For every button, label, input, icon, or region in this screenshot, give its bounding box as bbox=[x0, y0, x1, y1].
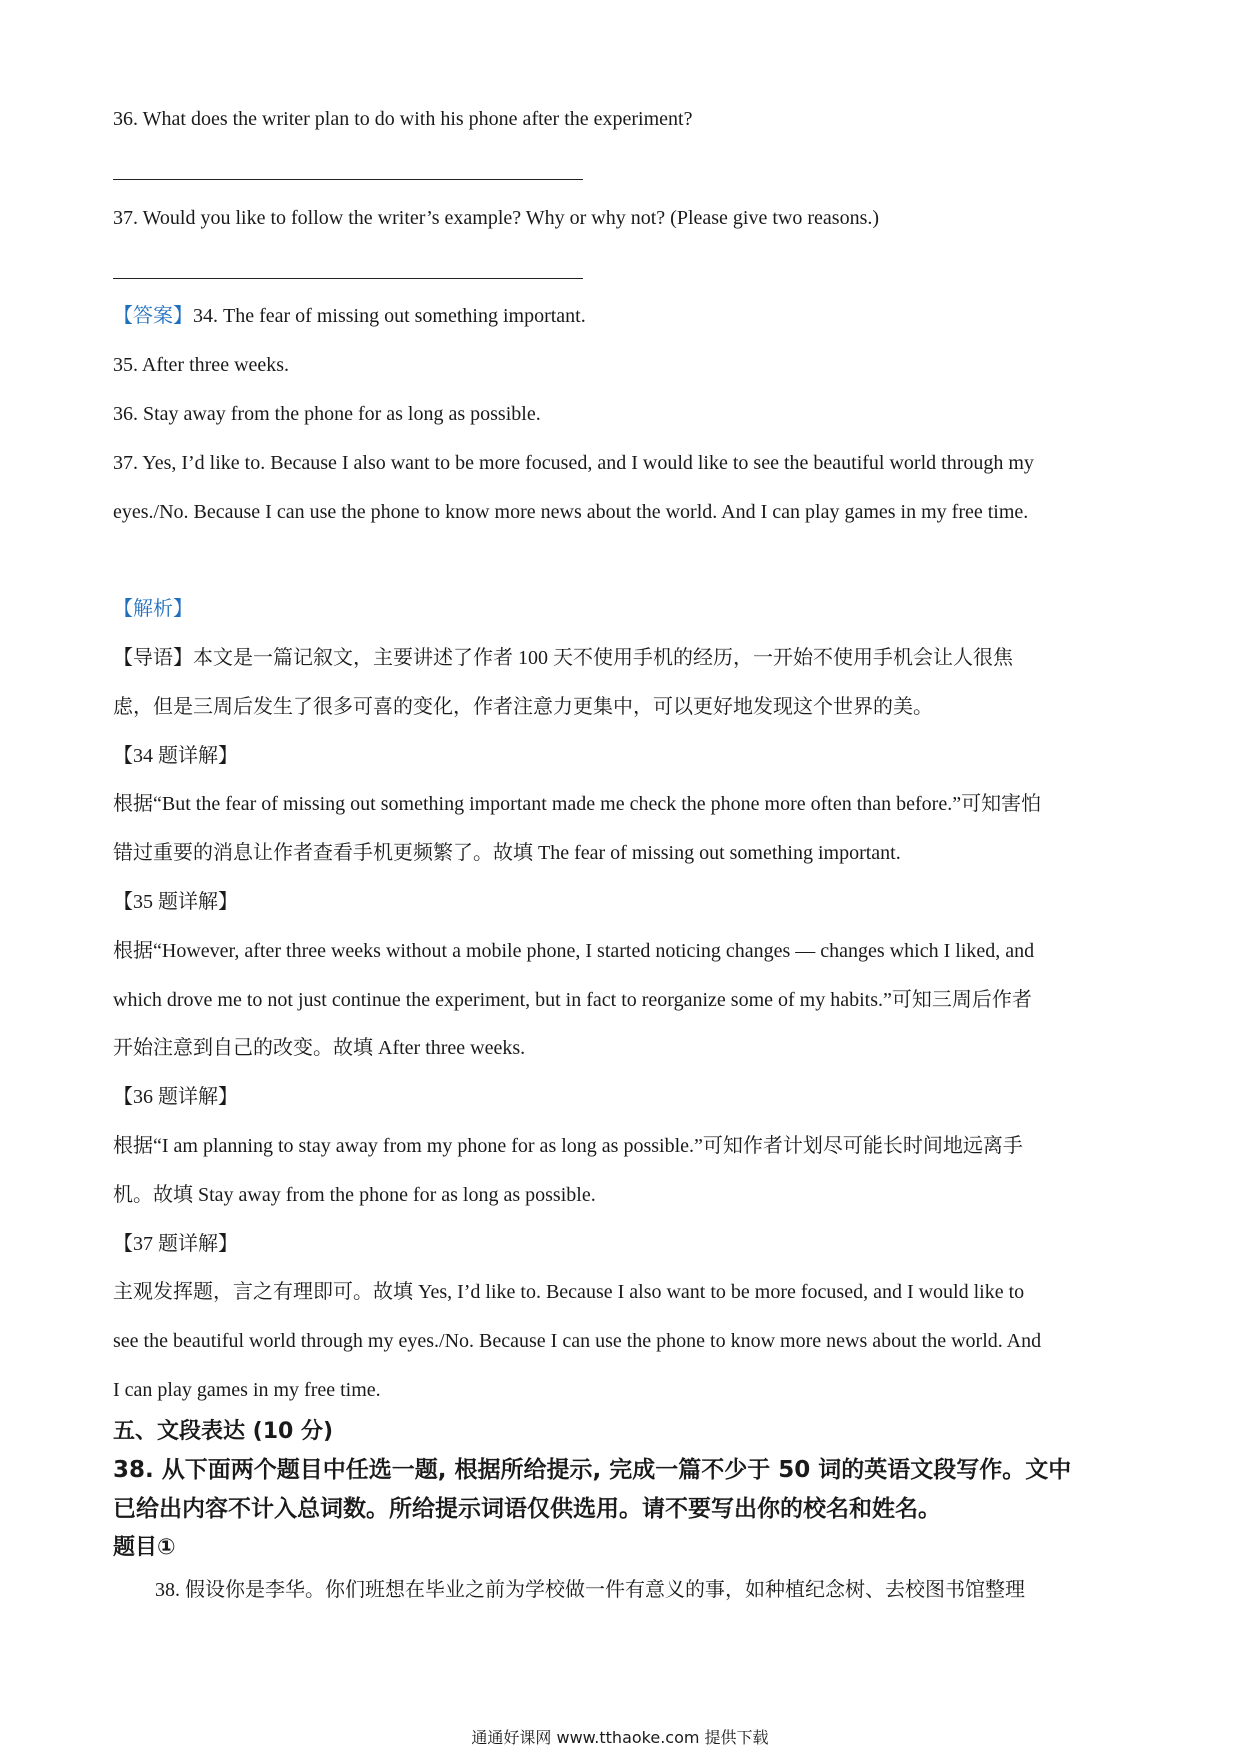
detail-36-line-2: 机。故填 Stay away from the phone for as long as possible. bbox=[113, 1184, 596, 1206]
topic-1-line-1: 38. 假设你是李华。你们班想在毕业之前为学校做一件有意义的事，如种植纪念树、去校图书馆整理 bbox=[155, 1579, 1025, 1601]
detail-37-line-3: I can play games in my free time. bbox=[113, 1379, 381, 1401]
detail-37-line-2: see the beautiful world through my eyes./No. Because I can use the phone to know more news about the world. And bbox=[113, 1330, 1042, 1352]
detail-34-line-1: 根据“But the fear of missing out something important made me check the phone more often than before.”可知害怕 bbox=[113, 793, 1042, 815]
answer-37-line-1: 37. Yes, I’d like to. Because I also want to be more focused, and I would like to see the beautiful world through my bbox=[113, 452, 1034, 474]
section-5-title: 五、文段表达 (10 分) bbox=[113, 1419, 334, 1444]
question-36: 36. What does the writer plan to do with his phone after the experiment? bbox=[113, 108, 693, 130]
intro-text-1: 本文是一篇记叙文，主要讲述了作者 100 天不使用手机的经历，一开始不使用手机会让人很焦 bbox=[193, 647, 1013, 669]
detail-35-line-3: 开始注意到自己的改变。故填 After three weeks. bbox=[113, 1037, 526, 1059]
detail-35-line-2: which drove me to not just continue the experiment, but in fact to reorganize some of my habits.”可知三周后作者 bbox=[113, 989, 1032, 1011]
detail-35-line-1: 根据“However, after three weeks without a mobile phone, I started noticing changes — changes which I liked, and bbox=[113, 940, 1035, 962]
analysis-tag: 【解析】 bbox=[113, 598, 193, 620]
answer-tag: 【答案】 bbox=[113, 305, 193, 327]
answer-37-line-2: eyes./No. Because I can use the phone to know more news about the world. And I can play games in my free time. bbox=[113, 501, 1029, 523]
answer-blank-36[interactable] bbox=[113, 179, 583, 180]
detail-37-label: 【37 题详解】 bbox=[113, 1233, 238, 1255]
section-5-instruction-2: 已给出内容不计入总词数。所给提示词语仅供选用。请不要写出你的校名和姓名。 bbox=[113, 1496, 941, 1522]
answer-34: 34. The fear of missing out something important. bbox=[193, 305, 586, 327]
answer-blank-37[interactable] bbox=[113, 278, 583, 279]
question-37: 37. Would you like to follow the writer’s example? Why or why not? (Please give two reasons.) bbox=[113, 207, 880, 229]
intro-line-1 bbox=[113, 645, 1013, 671]
answer-36: 36. Stay away from the phone for as long as possible. bbox=[113, 403, 541, 425]
section-5-instruction-1: 38. 从下面两个题目中任选一题, 根据所给提示, 完成一篇不少于 50 词的英语文段写作。文中 bbox=[113, 1457, 1072, 1483]
detail-35-label: 【35 题详解】 bbox=[113, 891, 238, 913]
intro-line-2: 虑，但是三周后发生了很多可喜的变化，作者注意力更集中，可以更好地发现这个世界的美。 bbox=[113, 696, 933, 718]
intro-label: 【导语】 bbox=[113, 647, 193, 669]
topic-1-label: 题目① bbox=[113, 1535, 176, 1560]
detail-34-label: 【34 题详解】 bbox=[113, 745, 238, 767]
answer-35: 35. After three weeks. bbox=[113, 354, 290, 376]
page-footer: 通通好课网 www.tthaoke.com 提供下载 bbox=[471, 1728, 769, 1747]
detail-36-label: 【36 题详解】 bbox=[113, 1086, 238, 1108]
detail-37-line-1: 主观发挥题，言之有理即可。故填 Yes, I’d like to. Because I also want to be more focused, and I would like to bbox=[113, 1281, 1025, 1303]
detail-36-line-1: 根据“I am planning to stay away from my phone for as long as possible.”可知作者计划尽可能长时间地远离手 bbox=[113, 1135, 1023, 1157]
detail-34-line-2: 错过重要的消息让作者查看手机更频繁了。故填 The fear of missing out something important. bbox=[113, 842, 901, 864]
answer-34-line bbox=[113, 303, 586, 329]
